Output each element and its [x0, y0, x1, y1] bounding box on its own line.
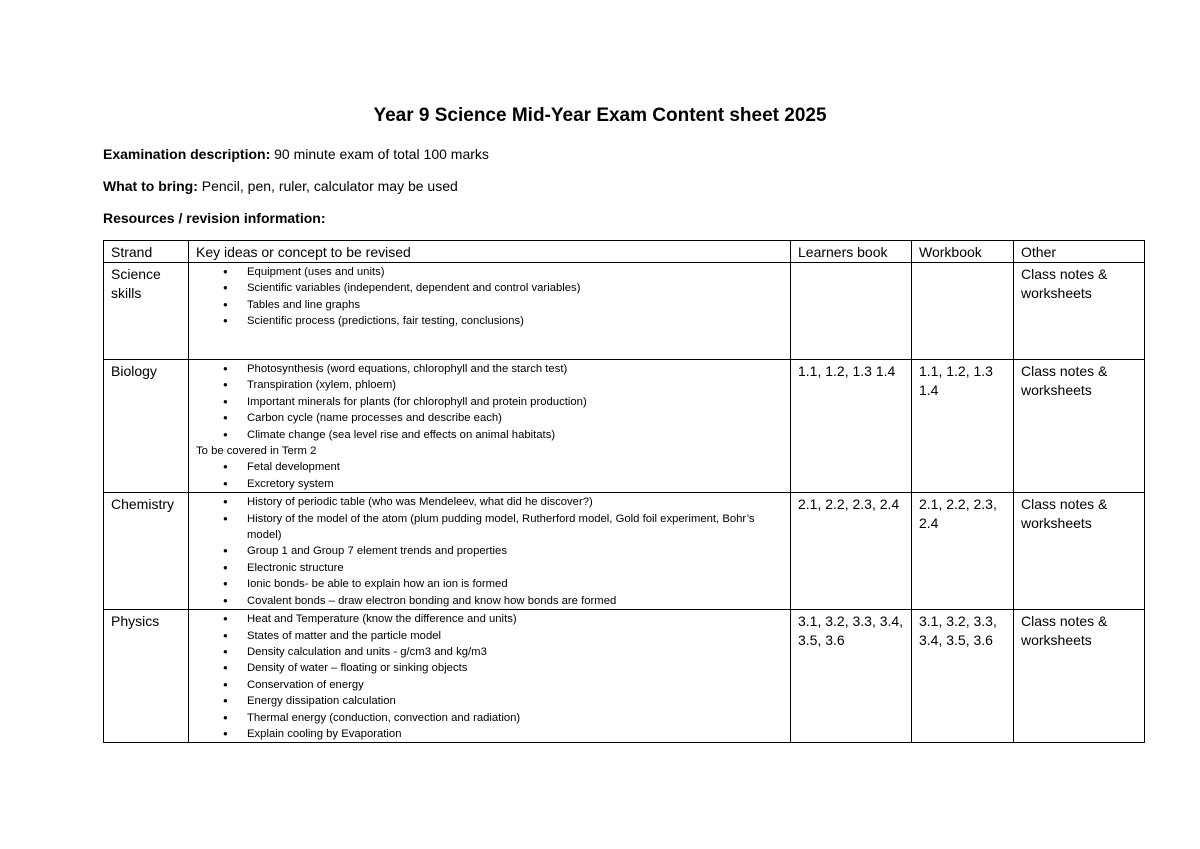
term-note: To be covered in Term 2: [196, 445, 317, 458]
table-row: [104, 263, 1145, 360]
exam-description-label: Examination description:: [103, 146, 271, 162]
list-item: ● Density of water – floating or sinking objects: [196, 660, 783, 676]
workbook-cell: 1.1, 1.2, 1.3 1.4: [912, 360, 1014, 493]
learners-book-cell: 3.1, 3.2, 3.3, 3.4, 3.5, 3.6: [791, 610, 912, 743]
list-item: ● History of the model of the atom (plum pudding model, Rutherford model, Gold foil experiment, Bohr’s model): [196, 511, 783, 544]
list-item: ● Equipment (uses and units): [196, 264, 783, 280]
list-item: ● Ionic bonds- be able to explain how an ion is formed: [196, 576, 783, 592]
list-item: ● Energy dissipation calculation: [196, 693, 783, 709]
table-row: [104, 360, 1145, 493]
strand-cell: Biology: [104, 360, 189, 493]
key-ideas-list: [196, 264, 783, 330]
list-item: ● Covalent bonds – draw electron bonding and know how bonds are formed: [196, 593, 783, 609]
strand-cell: Chemistry: [104, 493, 189, 610]
list-item: ● Tables and line graphs: [196, 297, 783, 313]
content-table: [103, 240, 1145, 743]
key-ideas-list: [196, 611, 783, 742]
term-note-list: [196, 459, 783, 492]
list-item: ● Group 1 and Group 7 element trends and properties: [196, 543, 783, 559]
list-item: ● Density calculation and units - g/cm3 and kg/m3: [196, 644, 783, 660]
key-ideas-list: [196, 494, 783, 609]
other-cell: Class notes & worksheets: [1014, 493, 1145, 610]
header-workbook: Workbook: [912, 241, 1014, 263]
list-item: ● Explain cooling by Evaporation: [196, 726, 783, 742]
header-strand: Strand: [104, 241, 189, 263]
exam-description: [103, 146, 489, 162]
key-ideas-cell: [189, 263, 791, 360]
learners-book-cell: 2.1, 2.2, 2.3, 2.4: [791, 493, 912, 610]
list-item: ● Excretory system: [196, 476, 783, 492]
table-row: [104, 493, 1145, 610]
table-row: [104, 610, 1145, 743]
workbook-cell: [912, 263, 1014, 360]
key-ideas-cell: [189, 493, 791, 610]
header-other: Other: [1014, 241, 1145, 263]
list-item: ● Climate change (sea level rise and effects on animal habitats): [196, 427, 783, 443]
key-ideas-cell: [189, 360, 791, 493]
key-ideas-cell: [189, 610, 791, 743]
list-item: ● Scientific variables (independent, dependent and control variables): [196, 280, 783, 296]
list-item: ● Heat and Temperature (know the difference and units): [196, 611, 783, 627]
list-item: ● Thermal energy (conduction, convection and radiation): [196, 710, 783, 726]
list-item: ● Fetal development: [196, 459, 783, 475]
list-item: ● Important minerals for plants (for chlorophyll and protein production): [196, 394, 783, 410]
list-item: ● Carbon cycle (name processes and describe each): [196, 410, 783, 426]
what-to-bring-value: Pencil, pen, ruler, calculator may be used: [197, 178, 458, 194]
learners-book-cell: 1.1, 1.2, 1.3 1.4: [791, 360, 912, 493]
list-item: ● Conservation of energy: [196, 677, 783, 693]
list-item: ● Photosynthesis (word equations, chlorophyll and the starch test): [196, 361, 783, 377]
learners-book-cell: [791, 263, 912, 360]
what-to-bring: [103, 178, 458, 194]
what-to-bring-label: What to bring:: [103, 178, 198, 194]
strand-cell: Physics: [104, 610, 189, 743]
key-ideas-list: [196, 361, 783, 443]
resources-heading: Resources / revision information:: [103, 210, 326, 226]
exam-description-value: 90 minute exam of total 100 marks: [270, 146, 489, 162]
page-title: Year 9 Science Mid-Year Exam Content sheet 2025: [373, 105, 827, 126]
list-item: ● History of periodic table (who was Mendeleev, what did he discover?): [196, 494, 783, 510]
list-item: ● States of matter and the particle model: [196, 628, 783, 644]
other-cell: Class notes & worksheets: [1014, 610, 1145, 743]
list-item: ● Transpiration (xylem, phloem): [196, 377, 783, 393]
strand-cell: Science skills: [104, 263, 189, 360]
header-key-ideas: Key ideas or concept to be revised: [189, 241, 791, 263]
workbook-cell: 2.1, 2.2, 2.3, 2.4: [912, 493, 1014, 610]
list-item: ● Electronic structure: [196, 560, 783, 576]
header-learners-book: Learners book: [791, 241, 912, 263]
other-cell: Class notes & worksheets: [1014, 263, 1145, 360]
table-header-row: [104, 241, 1145, 263]
list-item: ● Scientific process (predictions, fair testing, conclusions): [196, 313, 783, 329]
other-cell: Class notes & worksheets: [1014, 360, 1145, 493]
workbook-cell: 3.1, 3.2, 3.3, 3.4, 3.5, 3.6: [912, 610, 1014, 743]
